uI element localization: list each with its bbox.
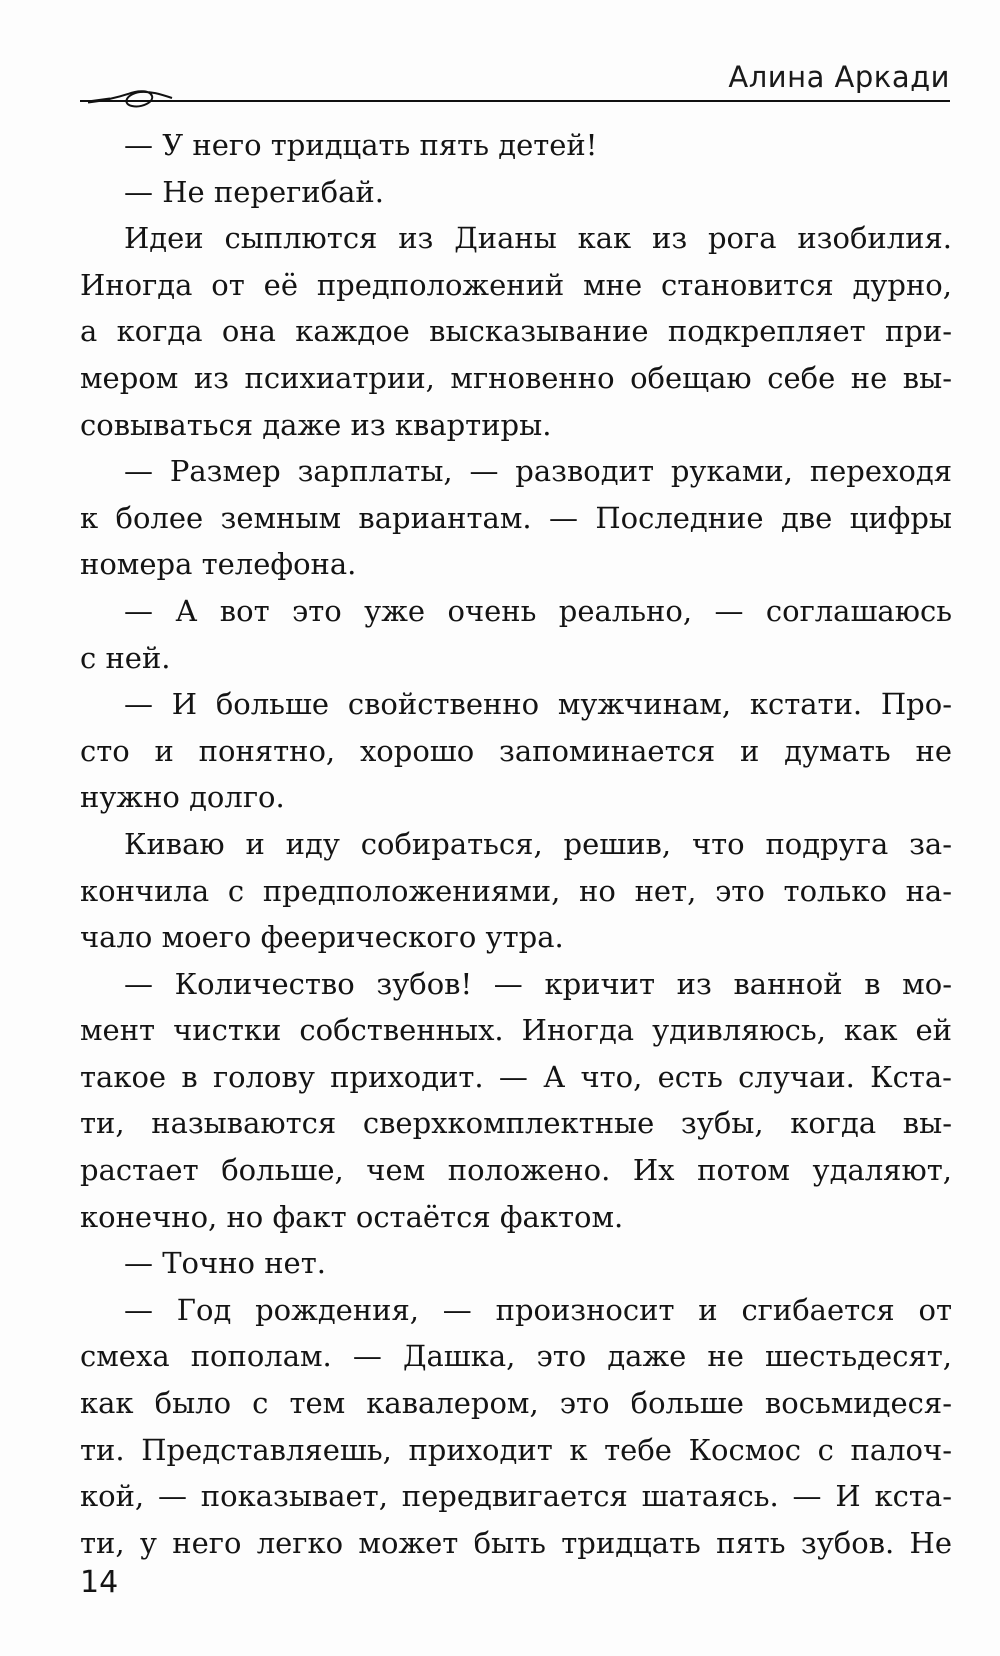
text-line: — Количество зубов! — кричит из ванной в мо- bbox=[124, 966, 952, 1001]
header-rule bbox=[80, 100, 950, 102]
body-text bbox=[80, 122, 952, 1566]
text-line: с ней. bbox=[80, 640, 171, 675]
text-line: кончила с предположениями, но нет, это только на- bbox=[80, 873, 952, 908]
text-line: нужно долго. bbox=[80, 780, 285, 815]
running-header bbox=[80, 60, 950, 110]
text-line: Киваю и иду собираться, решив, что подруга за- bbox=[124, 826, 952, 861]
text-line: — А вот это уже очень реально, — соглашаюсь bbox=[124, 593, 952, 628]
text-line: ти. Представляешь, приходит к тебе Космос с палоч- bbox=[80, 1432, 952, 1467]
page-number: 14 bbox=[80, 1565, 119, 1600]
text-line: — Точно нет. bbox=[124, 1246, 326, 1281]
text-line: ти, у него легко может быть тридцать пять зубов. Не bbox=[80, 1525, 952, 1560]
text-line: конечно, но факт остаётся фактом. bbox=[80, 1199, 624, 1234]
text-line: совываться даже из квартиры. bbox=[80, 407, 552, 442]
text-line: мером из психиатрии, мгновенно обещаю себе не вы- bbox=[80, 360, 952, 395]
text-line: а когда она каждое высказывание подкрепляет при- bbox=[80, 314, 952, 349]
text-line: такое в голову приходит. — А что, есть случаи. Кста- bbox=[80, 1059, 952, 1094]
text-line: мент чистки собственных. Иногда удивляюсь, как ей bbox=[80, 1013, 952, 1048]
text-line: смеха пополам. — Дашка, это даже не шестьдесят, bbox=[80, 1339, 952, 1374]
text-line: растает больше, чем положено. Их потом удаляют, bbox=[80, 1153, 952, 1188]
author-name: Алина Аркади bbox=[728, 60, 950, 94]
text-line: — Не перегибай. bbox=[124, 174, 384, 209]
text-line: Иногда от её предположений мне становится дурно, bbox=[80, 267, 952, 302]
text-line: сто и понятно, хорошо запоминается и думать не bbox=[80, 733, 952, 768]
text-line: чало моего феерического утра. bbox=[80, 920, 564, 955]
text-line: кой, — показывает, передвигается шатаясь. — И кста- bbox=[80, 1479, 952, 1514]
text-line: — И больше свойственно мужчинам, кстати. Про- bbox=[124, 687, 952, 722]
text-line: Идеи сыплются из Дианы как из рога изобилия. bbox=[124, 221, 952, 256]
text-line: — Размер зарплаты, — разводит руками, переходя bbox=[124, 454, 952, 489]
text-line: к более земным вариантам. — Последние две цифры bbox=[80, 500, 952, 535]
text-line: как было с тем кавалером, это больше восьмидеся- bbox=[80, 1386, 952, 1421]
text-line: номера телефона. bbox=[80, 547, 357, 582]
pen-flourish-icon bbox=[86, 82, 176, 112]
text-line: ти, называются сверхкомплектные зубы, когда вы- bbox=[80, 1106, 952, 1141]
text-line: — У него тридцать пять детей! bbox=[124, 128, 598, 162]
text-line: — Год рождения, — произносит и сгибается от bbox=[124, 1292, 952, 1327]
